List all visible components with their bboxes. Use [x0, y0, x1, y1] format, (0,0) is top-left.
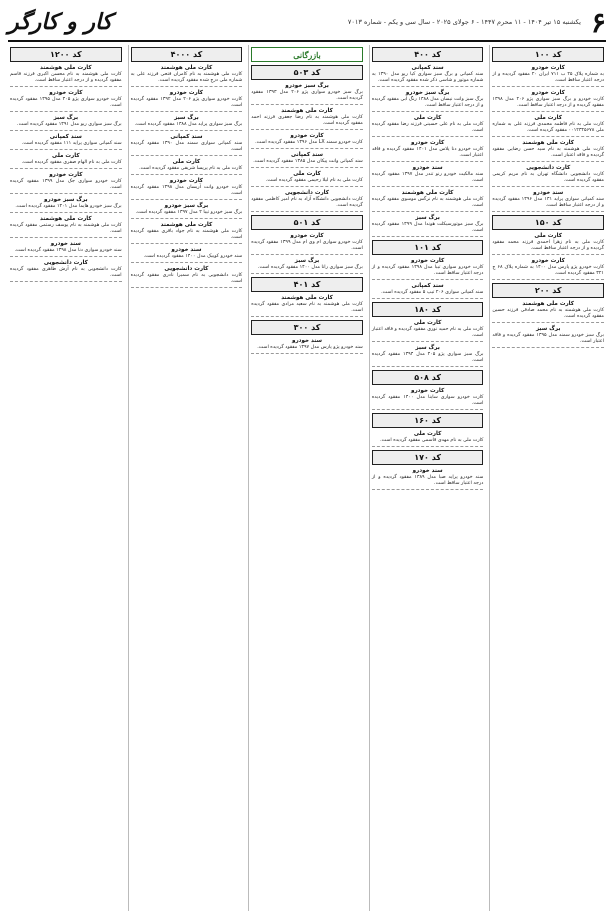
- ad-body: کارت دانشجویی دانشگاه تهران به نام مریم کریمی مفقود گردیده است.: [492, 172, 604, 183]
- ad-title: کارت ملی هوشمند: [522, 301, 575, 307]
- ad-body: کارت ملی هوشمند به نام نرگس موسوی مفقود گردیده است.: [371, 197, 484, 208]
- ad-title: کارت ملی: [413, 115, 442, 121]
- ad-title: برگ سبز: [415, 215, 440, 221]
- ad-body: کارت ملی هوشمند به نام رضا جعفری فرزند احمد مفقود گردیده است.: [251, 115, 363, 126]
- ad-body: کارت خودرو سواری ام وی ام مدل ۱۳۹۹ مفقود گردیده است.: [251, 240, 363, 251]
- classified-ad: [251, 258, 363, 274]
- ad-divider: [372, 186, 484, 187]
- ad-body: برگ سبز خودرو هایما مدل ۱۴۰۱ مفقود گردیده است.: [15, 204, 122, 209]
- ad-divider: [372, 279, 484, 280]
- classified-ad: [251, 338, 363, 354]
- ad-title: کارت ملی هوشمند: [281, 108, 333, 114]
- classified-ad: [10, 241, 122, 257]
- classified-ad: [10, 134, 122, 150]
- ad-title: کارت خودرو: [49, 172, 83, 178]
- ad-divider: [131, 130, 243, 131]
- section-header: کد ۱۵۰: [492, 215, 604, 230]
- ad-title: سند کمپانی: [49, 134, 82, 140]
- ad-divider: [251, 273, 363, 274]
- ad-divider: [251, 316, 363, 317]
- classified-ad: [251, 171, 363, 187]
- ad-title: کارت خودرو: [410, 258, 445, 264]
- classified-ad: [372, 320, 484, 342]
- classified-ad: [131, 90, 243, 112]
- section-header: کد ۱۷۰: [372, 450, 484, 465]
- ad-title: کارت دانشجویی: [285, 190, 330, 196]
- ad-title: کارت ملی: [172, 159, 201, 165]
- classified-ad: [10, 115, 122, 131]
- ad-title: کارت ملی هوشمند: [40, 216, 92, 222]
- ad-divider: [10, 237, 122, 238]
- classified-ad: [372, 468, 484, 490]
- ad-divider: [131, 174, 243, 175]
- ad-body: برگ سبز خودرو سمند مدل ۱۳۹۵ مفقود گردیده و فاقد اعتبار است.: [492, 333, 604, 344]
- section-header: کد ۵۰۳: [251, 65, 363, 80]
- classified-ad: [492, 140, 604, 162]
- classified-ad: [372, 258, 484, 280]
- ad-divider: [251, 129, 363, 130]
- ad-divider: [372, 341, 484, 342]
- ad-title: کارت ملی: [534, 115, 562, 121]
- classified-ad: [251, 133, 363, 149]
- ad-body: کارت دانشجویی به نام آرش طاهری مفقود گردیده است.: [10, 267, 122, 278]
- ad-title: کارت ملی هوشمند: [281, 295, 333, 301]
- ad-body: به شماره پلاک ۲۵ ب ۷۱۱ ایران ۲۰ مفقود گردیده و از درجه اعتبار ساقط است.: [492, 72, 604, 83]
- ad-divider: [251, 186, 363, 187]
- classified-ad: [372, 431, 484, 447]
- section-header: کد ۴۰۱: [251, 277, 363, 292]
- ad-body: برگ سبز وانت نیسان مدل ۱۳۸۸ رنگ آبی مفقود گردیده و از درجه اعتبار ساقط است.: [371, 97, 484, 108]
- classified-ad: [10, 65, 122, 87]
- ad-title: کارت ملی: [52, 153, 80, 159]
- ad-divider: [372, 86, 484, 87]
- section-header: کد ۴۰۰۰: [131, 47, 243, 62]
- classified-ad: [492, 190, 604, 212]
- ad-body: سند کمپانی سواری ۲۰۶ تیپ ۵ مفقود گردیده است.: [381, 290, 484, 295]
- ad-divider: [492, 322, 604, 323]
- ad-title: سند خودرو: [533, 190, 564, 196]
- classified-ad: [131, 247, 243, 263]
- classified-ad: [372, 345, 484, 367]
- ad-divider: [251, 167, 363, 168]
- classified-ad: [372, 90, 484, 112]
- ad-title: کارت خودرو: [169, 90, 204, 96]
- ad-body: سند خودرو پژو پارس مدل ۱۳۹۷ مفقود گردیده است.: [257, 345, 363, 350]
- ad-title: برگ سبز خودرو: [44, 197, 88, 203]
- ad-title: برگ سبز: [535, 326, 561, 332]
- section-header: کد ۱۰۰: [492, 47, 604, 62]
- ad-divider: [492, 86, 604, 87]
- classified-ad: [492, 233, 604, 255]
- ad-body: کارت ملی به نام لیلا رحیمی مفقود گردیده است.: [265, 178, 363, 183]
- ad-title: برگ سبز خودرو: [164, 203, 209, 209]
- ad-divider: [10, 86, 122, 87]
- ad-body: کارت خودرو وانت آریسان مدل ۱۳۹۸ مفقود گردیده است.: [130, 185, 243, 196]
- ad-body: برگ سبز سواری پراید مدل ۱۳۸۸ مفقود گردیده است.: [134, 122, 243, 127]
- ad-body: کارت خودرو سواری تیبا مدل ۱۳۹۸ مفقود گردیده و از درجه اعتبار ساقط است.: [371, 265, 484, 276]
- ad-title: سند خودرو: [412, 165, 443, 171]
- ad-body: کارت خودرو دنا پلاس مدل ۱۴۰۱ مفقود گردیده و فاقد اعتبار است.: [371, 147, 484, 158]
- ad-body: کارت دانشجویی دانشگاه آزاد به نام امیر کاظمی مفقود گردیده است.: [251, 197, 363, 208]
- ad-divider: [251, 104, 363, 105]
- ad-body: کارت ملی به نام فاطمه محمدی فرزند علی به شماره ملی ۰۰۱۲۳۴۵۶۷۸ مفقود گردیده است.: [492, 122, 604, 133]
- classified-ad: [10, 172, 122, 194]
- classified-ad: [372, 165, 484, 187]
- ad-divider: [492, 254, 604, 255]
- ad-body: کارت خودرو پژو پارس مدل ۱۴۰۰ به شماره پلاک ۶۸ ج ۳۲۱ مفقود گردیده است.: [492, 265, 604, 276]
- ad-body: برگ سبز سواری پژو ۴۰۵ مدل ۱۳۹۴ مفقود گردیده است.: [371, 352, 484, 363]
- ad-divider: [492, 161, 604, 162]
- ad-body: سند کمپانی سواری سمند مدل ۱۳۹۰ مفقود گردیده است.: [130, 141, 243, 152]
- classified-ad: [372, 190, 484, 212]
- ad-divider: [251, 254, 363, 255]
- classified-ad: [131, 266, 243, 288]
- ad-divider: [10, 193, 122, 194]
- ad-divider: [131, 155, 243, 156]
- ad-title: کارت خودرو: [49, 90, 83, 96]
- ad-body: کارت خودرو سواری پژو ۴۰۵ مدل ۱۳۹۵ مفقود گردیده است.: [10, 97, 122, 108]
- classified-ad: [251, 295, 363, 317]
- ad-body: کارت خودرو و برگ سبز سواری پژو ۲۰۶ مدل ۱۳۹۸ مفقود گردیده و از درجه اعتبار ساقط است.: [492, 97, 604, 108]
- ad-divider: [131, 243, 243, 244]
- ad-body: سند خودرو کوییک مدل ۱۴۰۰ مفقود گردیده است.: [143, 254, 243, 259]
- ad-title: برگ سبز خودرو: [285, 83, 329, 89]
- ad-body: کارت خودرو سواری پژو ۲۰۶ مدل ۱۳۹۲ مفقود گردیده است.: [130, 97, 243, 108]
- ad-divider: [131, 86, 243, 87]
- ad-title: کارت ملی: [293, 171, 321, 177]
- ad-title: برگ سبز: [53, 115, 79, 121]
- ad-title: کارت ملی: [413, 320, 442, 326]
- classified-ad: [10, 90, 122, 112]
- classified-ad: [10, 197, 122, 213]
- ad-title: کارت ملی هوشمند: [40, 65, 92, 71]
- section-header: کد ۱۰۱: [372, 240, 484, 255]
- ad-title: سند خودرو: [412, 468, 443, 474]
- ad-title: برگ سبز: [294, 258, 320, 264]
- page-title: کار و کارگر: [8, 9, 113, 35]
- classified-ad: [492, 90, 604, 112]
- classified-ad: [372, 388, 484, 410]
- ad-title: کارت دانشجویی: [526, 165, 571, 171]
- ad-title: برگ سبز: [174, 115, 199, 121]
- ad-body: سند خودرو سواری دنا مدل ۱۳۹۸ مفقود گردیده است.: [14, 248, 122, 253]
- ad-body: کارت ملی هوشمند به نام محمد صادقی فرزند حسین مفقود گردیده است.: [492, 308, 604, 319]
- ad-title: کارت ملی هوشمند: [522, 140, 575, 146]
- date-line: یکشنبه ۱۵ تیر ۱۴۰۴ - ۱۱ محرم ۱۴۴۷ - ۶ جولای ۲۰۲۵ - سال سی و یکم - شماره ۷۰۱۳: [347, 18, 581, 26]
- ad-body: کارت ملی هوشمند به نام سعید مرادی مفقود گردیده است.: [251, 302, 363, 313]
- classified-ad: [492, 326, 604, 348]
- ad-title: کارت ملی: [534, 233, 562, 239]
- classified-ad: [131, 115, 243, 131]
- ad-body: کارت ملی هوشمند به نام جواد باقری مفقود گردیده است.: [130, 229, 243, 240]
- section-header: کد ۱۸۰: [372, 302, 484, 317]
- ad-body: برگ سبز خودرو تیبا ۲ مدل ۱۳۹۷ مفقود گردیده است.: [135, 210, 243, 215]
- ad-divider: [372, 409, 484, 410]
- ad-body: کارت ملی هوشمند به نام کامران فتحی فرزند علی به شماره ملی درج شده مفقود گردیده است.: [130, 72, 243, 83]
- classified-ad: [10, 260, 122, 282]
- ad-title: کارت ملی هوشمند: [160, 65, 213, 71]
- classified-ad: [10, 216, 122, 238]
- ad-title: کارت خودرو: [410, 140, 445, 146]
- ad-divider: [131, 262, 243, 263]
- ad-body: کارت دانشجویی به نام سمیرا نادری مفقود گردیده است.: [130, 273, 243, 284]
- ad-body: سند مالکیت خودرو رنو تندر مدل ۱۳۹۷ مفقود گردیده است.: [371, 172, 484, 183]
- ad-title: کارت ملی: [413, 431, 442, 437]
- section-header: کد ۵۰۸: [372, 370, 484, 385]
- classified-ad: [251, 190, 363, 212]
- ad-body: کارت ملی به نام حمید نوری مفقود گردیده و فاقد اعتبار است.: [371, 327, 484, 338]
- section-header: کد ۴۰۰: [372, 47, 484, 62]
- ad-title: سند خودرو: [50, 241, 81, 247]
- ad-divider: [372, 489, 484, 490]
- ad-title: کارت خودرو: [410, 388, 445, 394]
- ad-title: کارت خودرو: [531, 90, 565, 96]
- section-header: کد ۱۲۰۰: [10, 47, 122, 62]
- masthead: [8, 4, 606, 42]
- ad-body: سند خودرو پراید صبا مدل ۱۳۸۹ مفقود گردیده و از درجه اعتبار ساقط است.: [371, 475, 484, 486]
- ad-body: کارت ملی هوشمند به نام محسن اکبری فرزند قاسم مفقود گردیده و از درجه اعتبار ساقط است.: [10, 72, 122, 83]
- ad-body: برگ سبز سواری ریو مدل ۱۳۹۱ مفقود گردیده است.: [17, 122, 122, 127]
- ad-divider: [492, 279, 604, 280]
- classified-ad: [10, 153, 122, 169]
- ad-body: کارت ملی به نام علی حسینی فرزند رضا مفقود گردیده است.: [371, 122, 484, 133]
- ad-body: برگ سبز خودرو سواری پژو ۲۰۶ مدل ۱۳۹۳ مفقود گردیده است.: [251, 90, 363, 101]
- ad-title: برگ سبز: [415, 345, 440, 351]
- classified-ad: [492, 258, 604, 280]
- ad-divider: [492, 136, 604, 137]
- ad-divider: [251, 353, 363, 354]
- column-4: [128, 45, 245, 911]
- ad-title: سند کمپانی: [290, 152, 324, 158]
- columns-container: [8, 45, 606, 911]
- section-header: کد ۵۰۱: [251, 215, 363, 230]
- ad-title: کارت ملی هوشمند: [401, 190, 454, 196]
- ad-body: کارت ملی به نام زهرا احمدی فرزند محمد مفقود گردیده و از درجه اعتبار ساقط است.: [492, 240, 604, 251]
- classified-ad: [372, 115, 484, 137]
- ad-divider: [10, 212, 122, 213]
- ad-divider: [372, 298, 484, 299]
- ad-body: سند کمپانی و برگ سبز سواری کیا ریو مدل ۱۳۹۰ به شماره موتور و شاسی ذکر شده مفقود گردیده است.: [371, 72, 484, 83]
- ad-divider: [492, 211, 604, 212]
- classified-ad: [251, 152, 363, 168]
- ad-divider: [372, 446, 484, 447]
- ad-body: سند کمپانی سواری پراید ۱۳۱ مدل ۱۳۹۶ مفقود گردیده و از درجه اعتبار ساقط است.: [492, 197, 604, 208]
- ad-title: کارت خودرو: [169, 178, 204, 184]
- section-header: کد ۲۰۰: [492, 283, 604, 298]
- classified-ad: [251, 108, 363, 130]
- ad-divider: [131, 218, 243, 219]
- ad-title: سند کمپانی: [411, 65, 444, 71]
- ad-title: کارت دانشجویی: [164, 266, 209, 272]
- classified-ad: [372, 65, 484, 87]
- ad-divider: [492, 111, 604, 112]
- column-1: [489, 45, 606, 911]
- ad-divider: [372, 211, 484, 212]
- ad-divider: [492, 186, 604, 187]
- classified-ad: [492, 65, 604, 87]
- ad-divider: [372, 161, 484, 162]
- ad-divider: [372, 236, 484, 237]
- ad-body: کارت خودرو سمند LX مدل ۱۳۹۶ مفقود گردیده است.: [255, 140, 363, 145]
- ad-title: کارت خودرو: [531, 258, 565, 264]
- section-header: کد ۱۶۰: [372, 413, 484, 428]
- ad-divider: [10, 130, 122, 131]
- ad-title: کارت خودرو: [290, 133, 324, 139]
- ad-title: کارت خودرو: [290, 233, 324, 239]
- ad-title: کارت ملی هوشمند: [160, 222, 213, 228]
- classified-ad: [251, 83, 363, 105]
- classified-ad: [131, 65, 243, 87]
- ad-divider: [10, 111, 122, 112]
- ad-body: کارت خودرو سواری ساینا مدل ۱۴۰۰ مفقود گردیده است.: [371, 395, 484, 406]
- ad-divider: [131, 287, 243, 288]
- classified-ad: [492, 301, 604, 323]
- column-2: [369, 45, 486, 911]
- ad-title: کارت دانشجویی: [43, 260, 88, 266]
- section-header: کد ۳۰۰: [251, 320, 363, 335]
- ad-divider: [372, 136, 484, 137]
- classified-ad: [131, 203, 243, 219]
- classified-ad: [372, 215, 484, 237]
- column-5: [8, 45, 124, 911]
- ad-divider: [10, 256, 122, 257]
- classified-ad: [251, 233, 363, 255]
- ad-body: کارت ملی هوشمند به نام سید حسن رضایی مفقود گردیده و فاقد اعتبار است.: [492, 147, 604, 158]
- ad-divider: [10, 149, 122, 150]
- ad-body: برگ سبز سواری رانا مدل ۱۴۰۰ مفقود گردیده است.: [257, 265, 363, 270]
- classified-ad: [372, 140, 484, 162]
- ad-body: کارت ملی به نام پریسا شریفی مفقود گردیده است.: [139, 166, 243, 171]
- ad-divider: [492, 347, 604, 348]
- classified-ad: [372, 283, 484, 299]
- classified-ad: [131, 222, 243, 244]
- ad-title: سند خودرو: [171, 247, 202, 253]
- ad-title: سند کمپانی: [170, 134, 203, 140]
- ad-divider: [251, 148, 363, 149]
- ad-divider: [372, 366, 484, 367]
- ad-body: کارت ملی هوشمند به نام یوسف رستمی مفقود گردیده است.: [10, 223, 122, 234]
- classified-ad: [131, 178, 243, 200]
- classified-ad: [131, 134, 243, 156]
- ad-title: برگ سبز خودرو: [405, 90, 450, 96]
- ad-divider: [131, 199, 243, 200]
- newspaper-logo: بازرگانی: [251, 47, 363, 62]
- ad-body: برگ سبز موتورسیکلت هوندا مدل ۱۳۹۹ مفقود گردیده است.: [371, 222, 484, 233]
- ad-body: کارت ملی به نام الهام صفری مفقود گردیده است.: [21, 160, 122, 165]
- ad-divider: [131, 111, 243, 112]
- page-number: ۶: [590, 5, 606, 39]
- classified-ad: [492, 165, 604, 187]
- ad-body: سند کمپانی وانت پیکان مدل ۱۳۸۵ مفقود گردیده است.: [253, 159, 363, 164]
- ad-body: کارت خودرو سواری جک مدل ۱۳۹۹ مفقود گردیده است.: [10, 179, 122, 190]
- ad-divider: [251, 211, 363, 212]
- ad-divider: [10, 281, 122, 282]
- classified-ad: [131, 159, 243, 175]
- ad-title: سند کمپانی: [411, 283, 444, 289]
- ad-body: کارت ملی به نام مهدی قاسمی مفقود گردیده است.: [380, 438, 484, 443]
- column-3: [248, 45, 365, 911]
- ad-title: کارت خودرو: [531, 65, 565, 71]
- ad-divider: [372, 111, 484, 112]
- ad-title: سند خودرو: [291, 338, 323, 344]
- ad-body: سند کمپانی سواری پراید ۱۱۱ مفقود گردیده است.: [21, 141, 122, 146]
- classified-ad: [492, 115, 604, 137]
- ad-divider: [10, 168, 122, 169]
